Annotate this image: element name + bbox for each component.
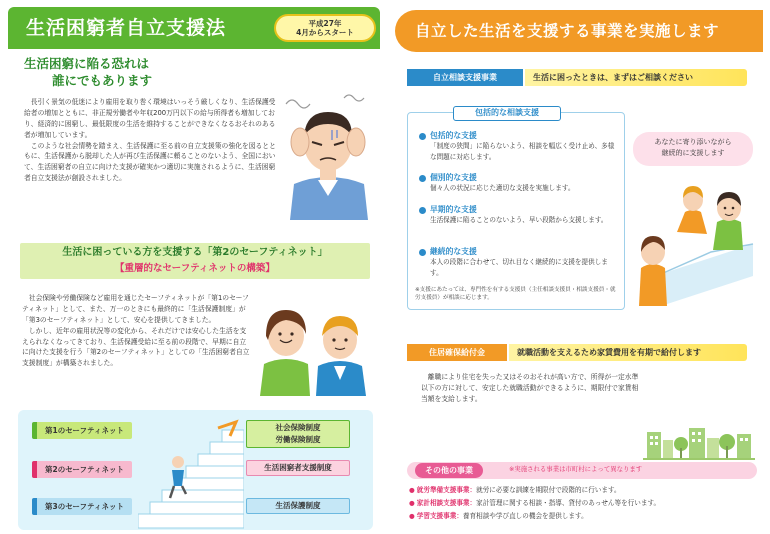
- other-project-name: ● 家計相談支援事業：: [409, 499, 476, 507]
- support-item-head: 個別的な支援: [430, 173, 477, 182]
- support-item-text: 「制度の狭間」に陥らないよう、相談を幅広く受け止め、多様な問題に対応します。: [430, 142, 615, 161]
- intro-paragraph: 長引く景気の低迷により雇用を取り巻く環境はいっそう厳しくなり、生活保護受給者の増加とともに、非正規労働者や年収200万円以下の給与所得者も増加しており、経済的に困窮し、最低限度の生活を維持することができなくなるおそれのある者が増加しています。: [24, 98, 276, 139]
- safety-net-text: [22, 293, 250, 369]
- other-project-text: 就労に必要な訓練を期限付で段階的に行います。: [476, 486, 621, 494]
- housing-benefit-text: [421, 372, 641, 405]
- counselor-illustration: [258, 296, 370, 396]
- consult-support-banner: 生活に困ったときは、まずはご相談ください: [525, 69, 747, 86]
- second-safety-net-label: 第2のセーフティネット: [32, 461, 132, 478]
- support-item-head: 早期的な支援: [430, 205, 477, 214]
- other-project-text: 養育相談や学び直しの機会を提供します。: [462, 512, 588, 520]
- speech-bubble-line2: 継続的に支援します: [661, 148, 725, 157]
- safety-net-paragraph: 社会保険や労働保険など雇用を通じたセーフティネットが「第1のセーフティネット」として、また、万一のときにも最終的に「生活保護制度」が「第3のセーフティネット」として、安心を提供してきました。: [22, 294, 249, 324]
- first-safety-net-label: 第1のセーフティネット: [32, 422, 132, 439]
- other-project-item: [409, 499, 660, 508]
- social-insurance-label: 社会保険制度: [275, 423, 321, 432]
- worried-man-illustration: [282, 92, 374, 220]
- support-item-head: 継続的な支援: [430, 247, 477, 256]
- housing-benefit-tag: 住居確保給付金: [407, 344, 507, 361]
- third-net-system: 生活保護制度: [246, 498, 350, 514]
- first-net-systems: [246, 420, 350, 448]
- risk-heading-line2: 誰にでもあります: [52, 72, 153, 88]
- staircase-illustration: [138, 418, 244, 530]
- bullet-icon: [419, 207, 426, 214]
- safety-net-paragraph: しかし、近年の雇用状況等の変化から、それだけでは安心した生活を支えられなくなってきており、生活保護受給に至る前の段階で、早期に自立に向けた支援を行う「第2のセーフティネット」としての「生活困窮者自立支援制度」が構築されました。: [22, 326, 250, 368]
- bullet-icon: [419, 249, 426, 256]
- left-title-header: [8, 7, 380, 49]
- support-item: [419, 246, 619, 278]
- intro-paragraph: このような社会情勢を踏まえ、生活保護に至る前の自立支援策の強化を図るとともに、生活保護から脱却した人が再び生活保護に頼ることのないよう、全国において、生活困窮者の自立に向けた支援が確実かつ適切に実施されるように、生活困窮者自立支援法が創設されました。: [24, 141, 276, 183]
- city-skyline-illustration: [643, 410, 755, 460]
- safety-net-band: [20, 243, 370, 279]
- second-net-system: 生活困窮者支援制度: [246, 460, 350, 476]
- support-item-text: 生活保護に陥ることのないよう、早い段階から支援します。: [430, 216, 608, 225]
- safety-net-band-title: 生活に困っている方を支援する「第2のセーフティネット」: [62, 247, 328, 258]
- other-project-text: 家計管理に関する相談・指導、貸付のあっせん等を行います。: [476, 499, 661, 507]
- right-title-header: [395, 10, 763, 52]
- labor-insurance-label: 労働保険制度: [275, 435, 321, 444]
- date-badge-line1: 平成27年: [308, 19, 342, 28]
- other-projects-note: ※実施される事業は市町村によって異なります: [509, 465, 643, 473]
- support-item-text: 個々人の状況に応じた適切な支援を実施します。: [430, 184, 575, 193]
- other-project-name: ● 学習支援事業：: [409, 512, 463, 520]
- intro-text: [24, 97, 276, 184]
- date-badge-line2: 4月からスタート: [296, 28, 354, 37]
- other-project-name: ● 就労準備支援事業：: [409, 486, 476, 494]
- other-project-item: [409, 486, 621, 495]
- bullet-icon: [419, 175, 426, 182]
- consultation-desk-illustration: [631, 172, 757, 306]
- housing-benefit-paragraph: 離職により住宅を失った又はそのおそれが高い方で、所得が一定水準以下の方に対して、安定した就職活動ができるように、期限付で家賃相当額を支給します。: [421, 373, 639, 403]
- support-item-head: 包括的な支援: [430, 131, 477, 140]
- support-note: ※支援にあたっては、専門性を有する支援員（主任相談支援員・相談支援員・就労支援員）が相談に応じます。: [415, 287, 616, 302]
- safety-net-band-subtitle: 【重層的なセーフティネットの構築】: [115, 263, 275, 274]
- support-item: [419, 130, 619, 162]
- other-projects-title: その他の事業: [415, 463, 483, 478]
- left-page-title: 生活困窮者自立支援法: [26, 17, 227, 39]
- risk-heading: [24, 56, 152, 90]
- speech-bubble-line1: あなたに寄り添いながら: [654, 138, 732, 146]
- support-item: [419, 204, 619, 226]
- housing-benefit-banner: 就職活動を支えるため家賃費用を有期で給付します: [509, 344, 747, 361]
- speech-bubble: [633, 132, 753, 166]
- bullet-icon: [419, 133, 426, 140]
- right-page: [385, 0, 770, 534]
- risk-heading-line1: 生活困窮に陥る恐れは: [24, 56, 150, 71]
- support-item: [419, 172, 619, 194]
- comprehensive-support-title: 包括的な相談支援: [453, 106, 561, 121]
- support-item-text: 本人の段階に合わせて、切れ目なく継続的に支援を提供します。: [430, 258, 608, 277]
- consult-support-tag: 自立相談支援事業: [407, 69, 523, 86]
- right-page-title: 自立した生活を支援する事業を実施します: [415, 22, 720, 40]
- date-badge: [274, 14, 376, 42]
- third-safety-net-label: 第3のセーフティネット: [32, 498, 132, 515]
- other-project-item: [409, 512, 588, 521]
